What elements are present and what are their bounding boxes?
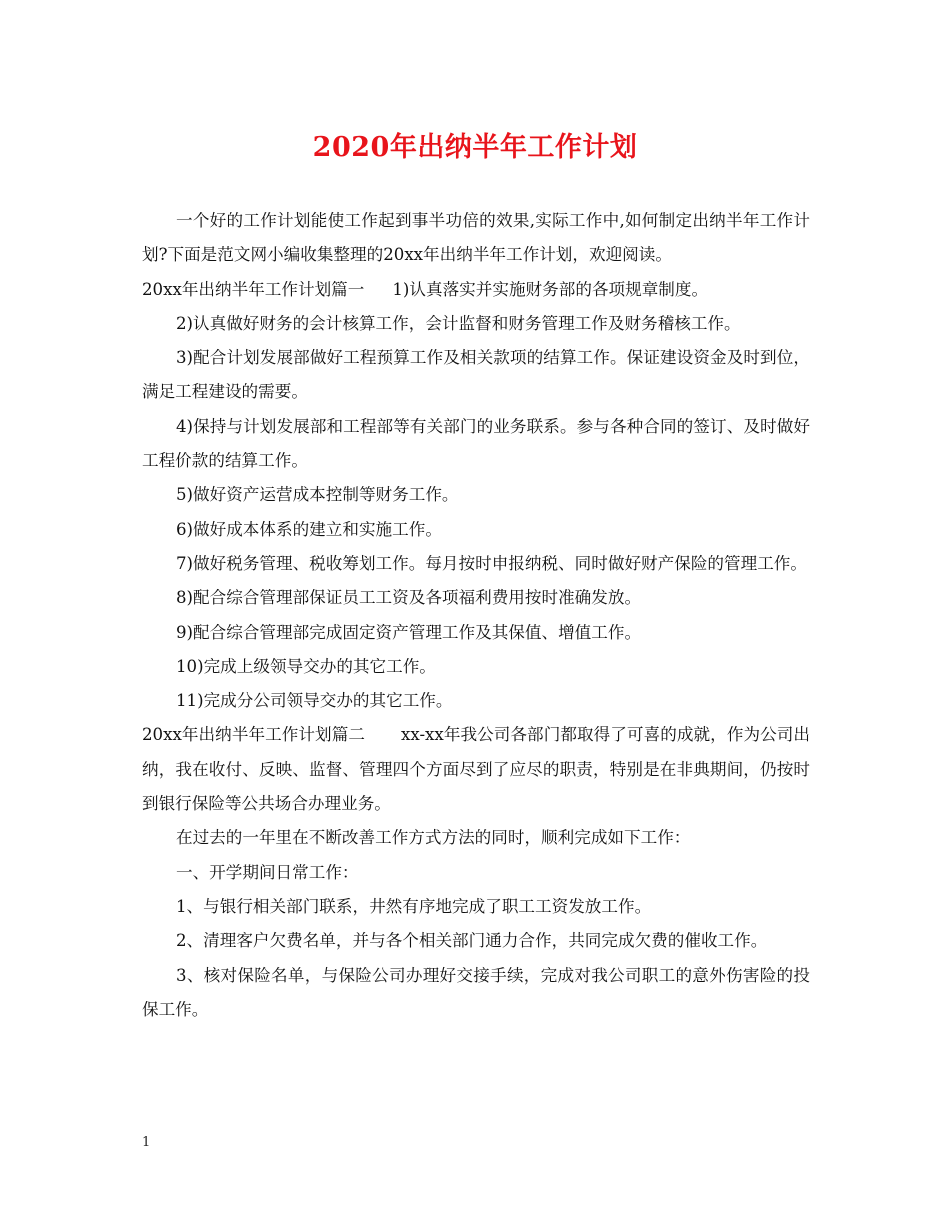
section2-heading-paragraph (142, 718, 810, 821)
intro-paragraph: 一个好的工作计划能使工作起到事半功倍的效果,实际工作中,如何制定出纳半年工作计划?下面是范文网小编收集整理的20xx年出纳半年工作计划，欢迎阅读。 (142, 211, 810, 265)
section1-heading-line (142, 273, 810, 307)
section1-item-2: 2)认真做好财务的会计核算工作，会计监督和财务管理工作及财务稽核工作。 (176, 313, 741, 333)
section1-item-3: 3)配合计划发展部做好工程预算工作及相关款项的结算工作。保证建设资金及时到位，满足工程建设的需要。 (142, 348, 810, 402)
section2-first-paragraph: xx-xx年我公司各部门都取得了可喜的成就，作为公司出纳，我在收付、反映、监督、管理四个方面尽到了应尽的职责，特别是在非典期间，仍按时到银行保险等公共场合办理业务。 (142, 725, 810, 814)
section2-paragraph-1: 在过去的一年里在不断改善工作方式方法的同时，顺利完成如下工作： (176, 828, 691, 848)
page-number: 1 (142, 1135, 151, 1150)
section1-item-4: 4)保持与计划发展部和工程部等有关部门的业务联系。参与各种合同的签订、及时做好工程价款的结算工作。 (142, 416, 810, 471)
section2-paragraph-3: 1、与银行相关部门联系，井然有序地完成了职工工资发放工作。 (176, 896, 652, 916)
section1-item-6: 6)做好成本体系的建立和实施工作。 (176, 519, 442, 539)
section2-paragraph-4: 2、清理客户欠费名单，并与各个相关部门通力合作，共同完成欠费的催收工作。 (176, 931, 768, 951)
section1-heading: 20xx年出纳半年工作计划篇一 (142, 279, 365, 299)
section2-paragraph-2: 一、开学期间日常工作： (176, 862, 359, 882)
document-title: 2020年出纳半年工作计划 (312, 132, 638, 163)
section1-item-7: 7)做好税务管理、税收筹划工作。每月按时申报纳税、同时做好财产保险的管理工作。 (176, 553, 807, 573)
section1-item-9: 9)配合综合管理部完成固定资产管理工作及其保值、增值工作。 (176, 622, 642, 642)
section1-item-5: 5)做好资产运营成本控制等财务工作。 (176, 485, 459, 505)
section2-paragraph-5: 3、核对保险名单，与保险公司办理好交接手续，完成对我公司职工的意外伤害险的投保工作。 (142, 965, 810, 1019)
section1-item-1: 1)认真落实并实施财务部的各项规章制度。 (392, 279, 709, 299)
section1-item-8: 8)配合综合管理部保证员工工资及各项福利费用按时准确发放。 (176, 588, 642, 608)
section2-heading: 20xx年出纳半年工作计划篇二 (142, 725, 366, 745)
section1-item-11: 11)完成分公司领导交办的其它工作。 (176, 691, 453, 711)
document-body (142, 204, 810, 1027)
section1-item-10: 10)完成上级领导交办的其它工作。 (176, 656, 436, 676)
